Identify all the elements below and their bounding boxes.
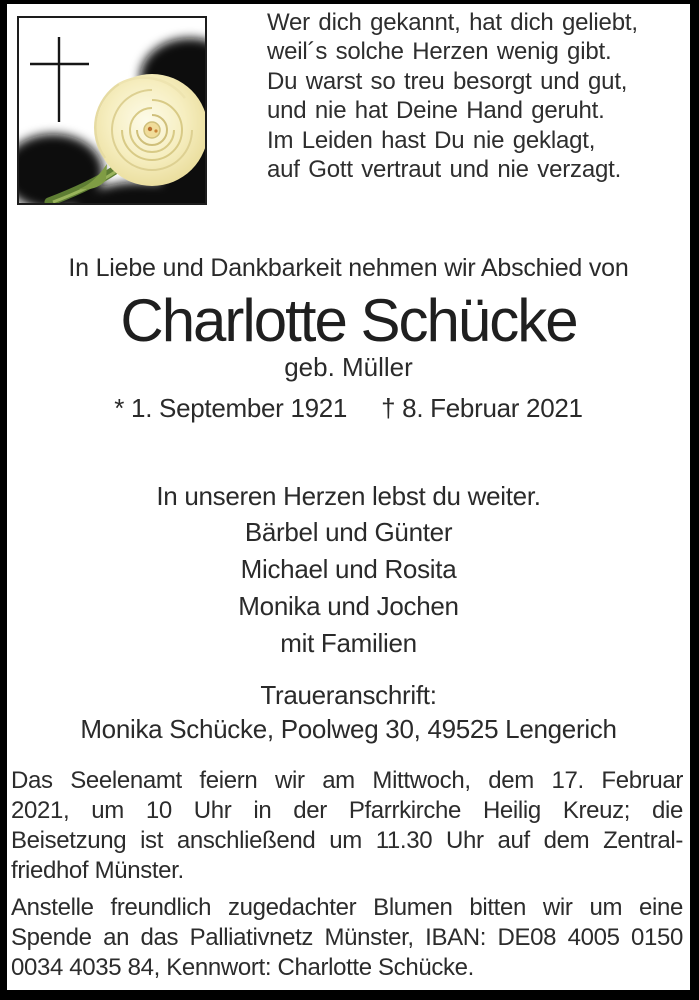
- condolence-label: Traueranschrift:: [260, 680, 437, 710]
- poem-line: Im Leiden hast Du nie geklagt,: [267, 126, 596, 154]
- birth-date: * 1. September 1921: [114, 393, 348, 423]
- service-paragraph: [11, 766, 683, 886]
- service-line: 2021, um 10 Uhr in der Pfarrkirche Heilig Kreuz; die: [11, 797, 683, 824]
- life-dates: [7, 393, 690, 423]
- family-line: Monika und Jochen: [238, 591, 459, 621]
- death-date: † 8. Februar 2021: [381, 393, 583, 423]
- poem-line: auf Gott vertraut und nie verzagt.: [267, 156, 622, 184]
- rose-cross-image: [19, 18, 205, 203]
- poem: [267, 8, 697, 184]
- poem-line: Du warst so treu besorgt und gut,: [267, 67, 628, 95]
- donation-line: Anstelle freundlich zugedachter Blumen bitten wir um eine: [11, 894, 683, 921]
- maiden-name: geb. Müller: [284, 352, 413, 382]
- donation-paragraph: [11, 893, 683, 983]
- condolence-address: Monika Schücke, Poolweg 30, 49525 Lengerich: [80, 714, 617, 744]
- condolence-block: [7, 678, 690, 746]
- family-line: mit Familien: [280, 628, 417, 658]
- family-line: Michael und Rosita: [240, 554, 457, 584]
- family-list: [7, 514, 690, 662]
- intro-line: In Liebe und Dankbarkeit nehmen wir Abschied von: [68, 254, 629, 282]
- donation-line: 0034 4035 84, Kennwort: Charlotte Schücke.: [11, 954, 474, 981]
- service-line: Beisetzung ist anschließend um 11.30 Uhr auf dem Zentral-: [11, 827, 683, 854]
- deceased-name: Charlotte Schücke: [120, 287, 577, 354]
- poem-line: Wer dich gekannt, hat dich geliebt,: [267, 9, 638, 36]
- poem-line: weil´s solche Herzen wenig gibt.: [267, 38, 612, 66]
- service-line: Das Seelenamt feiern wir am Mittwoch, dem 17. Februar: [11, 767, 683, 794]
- service-line: friedhof Münster.: [11, 857, 184, 884]
- poem-line: und nie hat Deine Hand geruht.: [267, 97, 605, 125]
- family-line: Bärbel und Günter: [244, 517, 453, 547]
- memorial-line: In unseren Herzen lebst du weiter.: [156, 481, 541, 511]
- memorial-photo: [17, 16, 207, 205]
- donation-line: Spende an das Palliativnetz Münster, IBAN: DE08 4005 0150: [11, 924, 683, 951]
